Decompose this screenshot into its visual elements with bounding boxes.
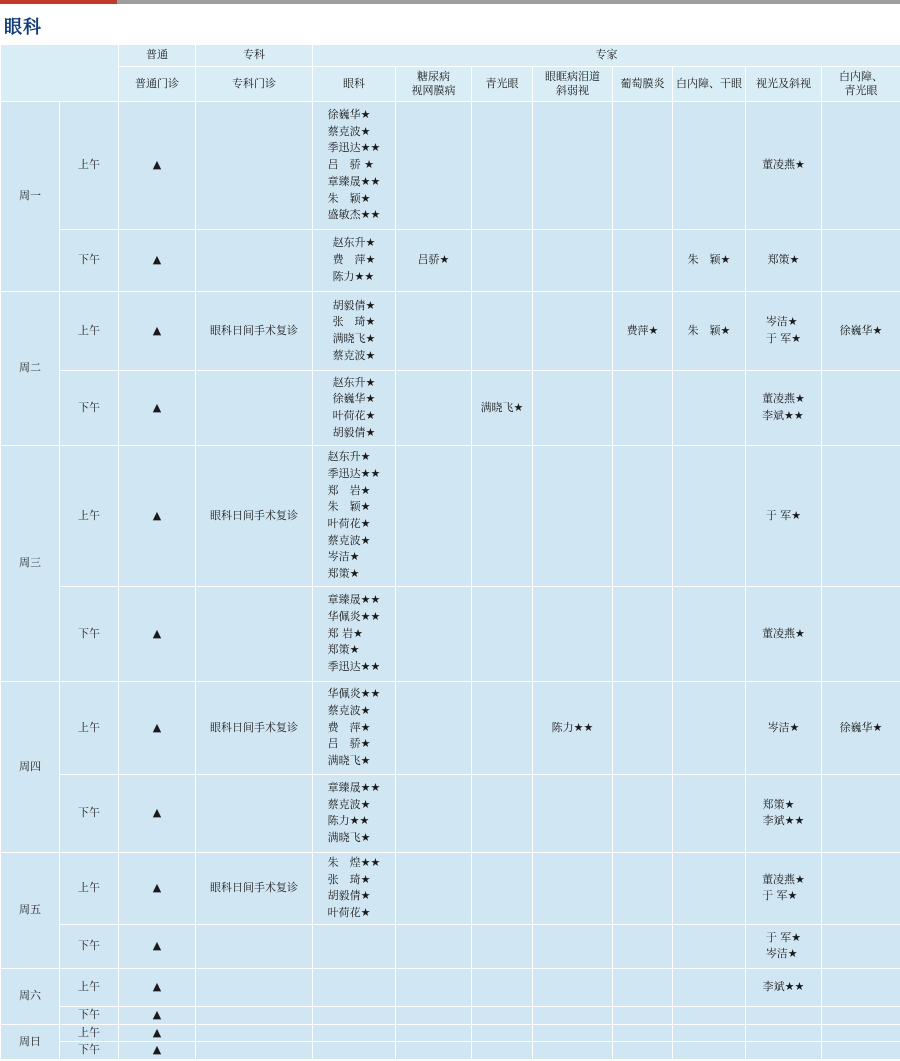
cat-glau-cell — [822, 925, 900, 969]
header-col-cataract-dry: 白内障、干眼 — [673, 67, 746, 102]
doctor-name: 满晓飞★ — [327, 754, 371, 768]
doctor-name: 费 萍★ — [327, 720, 371, 734]
eye-cell — [313, 1007, 396, 1025]
diabetic-cell — [396, 1024, 472, 1042]
doctor-list — [766, 508, 801, 525]
cat-glau-cell — [822, 1042, 900, 1060]
header-col-cat-glau-line1: 白内障、 — [839, 70, 883, 83]
cataract-dry-cell — [673, 682, 746, 775]
doctor-name: 章臻晟★★ — [327, 174, 381, 188]
period-label: 上午 — [60, 969, 119, 1007]
header-col-eye: 眼科 — [313, 67, 396, 102]
eye-cell — [313, 682, 396, 775]
doctor-list — [768, 720, 800, 737]
doctor-name: 赵东升★ — [332, 375, 376, 389]
diabetic-cell — [396, 230, 472, 292]
vision-cell — [746, 853, 822, 925]
doctor-name: 郑 岩★ — [327, 483, 371, 497]
doctor-name: 董凌燕★ — [762, 392, 805, 406]
cat-glau-cell — [822, 969, 900, 1007]
doctor-list — [763, 797, 805, 830]
vision-cell — [746, 446, 822, 587]
diabetic-cell — [396, 1042, 472, 1060]
day-label-wed: 周三 — [1, 446, 60, 682]
orbit-cell — [533, 1042, 613, 1060]
doctor-list — [552, 720, 594, 737]
header-col-orbit-line2: 斜弱视 — [556, 84, 589, 97]
eye-cell — [313, 292, 396, 371]
doctor-name: 盛敏杰★★ — [327, 208, 381, 222]
doctor-name: 赵东升★ — [332, 236, 376, 250]
doctor-list — [762, 157, 805, 174]
orbit-cell — [533, 682, 613, 775]
vision-cell — [746, 1007, 822, 1025]
uveitis-cell — [613, 446, 673, 587]
doctor-name: 岑洁★ — [767, 720, 800, 734]
header-col-orbit-line1: 眼眶病泪道 — [545, 70, 600, 83]
clinic-schedule-table — [0, 44, 900, 1060]
orbit-cell — [533, 292, 613, 371]
doctor-list — [333, 235, 376, 285]
doctor-name: 徐巍华★ — [332, 392, 376, 406]
vision-cell — [746, 292, 822, 371]
doctor-name: 郑 岩★ — [327, 626, 363, 640]
cat-glau-cell — [822, 230, 900, 292]
special-cell: 眼科日间手术复诊 — [196, 682, 313, 775]
orbit-cell — [533, 102, 613, 230]
orbit-cell — [533, 446, 613, 587]
doctor-name: 满晓飞★ — [327, 831, 371, 845]
vision-cell — [746, 775, 822, 853]
glaucoma-cell — [472, 102, 533, 230]
glaucoma-cell — [472, 1007, 533, 1025]
cataract-dry-cell — [673, 292, 746, 371]
uveitis-cell — [613, 925, 673, 969]
eye-cell — [313, 853, 396, 925]
doctor-name: 董凌燕★ — [762, 626, 805, 640]
doctor-name: 蔡克波★ — [327, 533, 371, 547]
doctor-name: 郑策★ — [767, 253, 800, 267]
doctor-name: 蔡克波★ — [327, 703, 371, 717]
cataract-dry-cell — [673, 371, 746, 446]
general-mark: ▲ — [119, 446, 196, 587]
special-cell — [196, 1042, 313, 1060]
orbit-cell — [533, 969, 613, 1007]
header-group-general: 普通 — [119, 45, 196, 67]
general-mark: ▲ — [119, 1024, 196, 1042]
eye-cell — [313, 102, 396, 230]
diabetic-cell — [396, 682, 472, 775]
day-label-sun: 周日 — [1, 1024, 60, 1059]
doctor-list — [328, 449, 381, 583]
eye-cell — [313, 446, 396, 587]
eye-cell — [313, 371, 396, 446]
diabetic-cell — [396, 925, 472, 969]
period-label: 上午 — [60, 102, 119, 230]
vision-cell — [746, 230, 822, 292]
general-mark: ▲ — [119, 969, 196, 1007]
general-mark: ▲ — [119, 587, 196, 682]
general-mark: ▲ — [119, 1007, 196, 1025]
period-label: 下午 — [60, 925, 119, 969]
cataract-dry-cell — [673, 775, 746, 853]
orbit-cell — [533, 1007, 613, 1025]
doctor-list — [762, 391, 805, 424]
general-mark: ▲ — [119, 925, 196, 969]
doctor-name: 李斌★★ — [762, 408, 804, 422]
cataract-dry-cell — [673, 853, 746, 925]
uveitis-cell — [613, 230, 673, 292]
cat-glau-cell — [822, 102, 900, 230]
doctor-name: 胡毅倩★ — [327, 889, 371, 903]
doctor-name: 陈力★★ — [551, 720, 594, 734]
period-label: 下午 — [60, 775, 119, 853]
special-cell — [196, 969, 313, 1007]
cat-glau-cell — [822, 1007, 900, 1025]
top-rule — [0, 0, 900, 4]
cat-glau-cell — [822, 853, 900, 925]
uveitis-cell — [613, 1007, 673, 1025]
header-col-special: 专科门诊 — [196, 67, 313, 102]
day-label-sat: 周六 — [1, 969, 60, 1025]
uveitis-cell — [613, 371, 673, 446]
orbit-cell — [533, 371, 613, 446]
doctor-name: 胡毅倩★ — [332, 298, 376, 312]
special-cell — [196, 230, 313, 292]
doctor-name: 朱 颖★ — [327, 191, 371, 205]
glaucoma-cell — [472, 925, 533, 969]
doctor-list — [418, 252, 450, 269]
doctor-name: 郑策★ — [327, 643, 360, 657]
glaucoma-cell — [472, 446, 533, 587]
doctor-list — [766, 314, 801, 347]
doctor-name: 季迅达★★ — [327, 660, 381, 674]
orbit-cell — [533, 853, 613, 925]
general-mark: ▲ — [119, 1042, 196, 1060]
diabetic-cell — [396, 853, 472, 925]
glaucoma-cell — [472, 853, 533, 925]
diabetic-cell — [396, 446, 472, 587]
diabetic-cell — [396, 969, 472, 1007]
doctor-list — [762, 626, 805, 643]
doctor-name: 陈力★★ — [332, 269, 375, 283]
doctor-name: 费萍★ — [626, 323, 659, 337]
eye-cell — [313, 230, 396, 292]
eye-cell — [313, 1042, 396, 1060]
doctor-name: 于 军★ — [765, 930, 802, 944]
period-label: 下午 — [60, 371, 119, 446]
doctor-list — [763, 979, 805, 996]
uveitis-cell — [613, 102, 673, 230]
doctor-list — [840, 323, 883, 340]
diabetic-cell — [396, 1007, 472, 1025]
doctor-name: 满晓飞★ — [480, 400, 524, 414]
header-col-cat-glau-line2: 青光眼 — [844, 84, 878, 97]
doctor-name: 朱 颖★ — [687, 253, 731, 267]
doctor-name: 岑洁★ — [765, 947, 798, 961]
doctor-list — [688, 323, 731, 340]
glaucoma-cell — [472, 969, 533, 1007]
vision-cell — [746, 925, 822, 969]
page-title: 眼科 — [4, 17, 42, 38]
period-label: 上午 — [60, 682, 119, 775]
doctor-name: 徐巍华★ — [839, 720, 883, 734]
cat-glau-cell — [822, 775, 900, 853]
diabetic-cell — [396, 371, 472, 446]
glaucoma-cell — [472, 292, 533, 371]
doctor-list — [766, 930, 801, 963]
diabetic-cell — [396, 775, 472, 853]
glaucoma-cell — [472, 1042, 533, 1060]
period-label: 下午 — [60, 1007, 119, 1025]
header-col-glaucoma: 青光眼 — [472, 67, 533, 102]
general-mark: ▲ — [119, 853, 196, 925]
doctor-list — [333, 298, 376, 365]
header-col-diabetic-line2: 视网膜病 — [411, 84, 456, 97]
orbit-cell — [533, 1024, 613, 1042]
top-rule-accent — [0, 0, 117, 4]
doctor-name: 于 军★ — [762, 889, 798, 903]
doctor-name: 李斌★★ — [762, 814, 805, 828]
period-label: 上午 — [60, 1024, 119, 1042]
doctor-name: 章臻晟★★ — [327, 593, 381, 607]
special-cell: 眼科日间手术复诊 — [196, 446, 313, 587]
uveitis-cell — [613, 969, 673, 1007]
glaucoma-cell — [472, 371, 533, 446]
doctor-name: 季迅达★★ — [327, 141, 381, 155]
special-cell — [196, 587, 313, 682]
eye-cell — [313, 1024, 396, 1042]
doctor-name: 叶荷花★ — [327, 516, 371, 530]
doctor-name: 华佩炎★★ — [327, 687, 381, 701]
cataract-dry-cell — [673, 925, 746, 969]
cat-glau-cell — [822, 682, 900, 775]
glaucoma-cell — [472, 1024, 533, 1042]
doctor-list — [840, 720, 883, 737]
doctor-name: 吕 骄 ★ — [327, 158, 374, 172]
header-col-uveitis: 葡萄膜炎 — [613, 67, 673, 102]
special-cell — [196, 1024, 313, 1042]
diabetic-cell — [396, 102, 472, 230]
general-mark: ▲ — [119, 371, 196, 446]
uveitis-cell — [613, 292, 673, 371]
orbit-cell — [533, 775, 613, 853]
day-label-fri: 周五 — [1, 853, 60, 969]
cat-glau-cell — [822, 587, 900, 682]
doctor-list — [328, 780, 381, 847]
header-col-cat-glau — [822, 67, 900, 102]
glaucoma-cell — [472, 230, 533, 292]
doctor-name: 陈力★★ — [327, 814, 370, 828]
eye-cell — [313, 775, 396, 853]
diabetic-cell — [396, 292, 472, 371]
cataract-dry-cell — [673, 1024, 746, 1042]
general-mark: ▲ — [119, 775, 196, 853]
doctor-name: 郑策★ — [762, 797, 795, 811]
vision-cell — [746, 587, 822, 682]
period-label: 上午 — [60, 292, 119, 371]
doctor-name: 叶荷花★ — [327, 906, 371, 920]
eye-cell — [313, 969, 396, 1007]
header-group-special: 专科 — [196, 45, 313, 67]
doctor-name: 董凌燕★ — [762, 158, 805, 172]
cataract-dry-cell — [673, 587, 746, 682]
doctor-name: 华佩炎★★ — [327, 609, 381, 623]
diabetic-cell — [396, 587, 472, 682]
vision-cell — [746, 1042, 822, 1060]
cat-glau-cell — [822, 446, 900, 587]
eye-cell — [313, 587, 396, 682]
glaucoma-cell — [472, 587, 533, 682]
general-mark: ▲ — [119, 230, 196, 292]
special-cell: 眼科日间手术复诊 — [196, 292, 313, 371]
doctor-name: 赵东升★ — [327, 450, 371, 464]
special-cell — [196, 925, 313, 969]
uveitis-cell — [613, 587, 673, 682]
eye-cell — [313, 925, 396, 969]
header-col-vision: 视光及斜视 — [746, 67, 822, 102]
header-group-expert: 专家 — [313, 45, 900, 67]
doctor-name: 郑策★ — [327, 567, 360, 581]
header-corner — [1, 45, 119, 102]
doctor-name: 岑洁★ — [765, 315, 798, 329]
period-label: 下午 — [60, 230, 119, 292]
vision-cell — [746, 371, 822, 446]
doctor-name: 张 琦★ — [327, 872, 371, 886]
doctor-name: 朱 颖★ — [687, 323, 731, 337]
doctor-list — [768, 252, 800, 269]
doctor-name: 于 军★ — [765, 508, 802, 522]
cataract-dry-cell — [673, 230, 746, 292]
uveitis-cell — [613, 775, 673, 853]
cat-glau-cell — [822, 1024, 900, 1042]
orbit-cell — [533, 925, 613, 969]
header-col-general: 普通门诊 — [119, 67, 196, 102]
day-label-mon: 周一 — [1, 102, 60, 292]
period-label: 上午 — [60, 446, 119, 587]
glaucoma-cell — [472, 682, 533, 775]
header-col-diabetic — [396, 67, 472, 102]
uveitis-cell — [613, 1042, 673, 1060]
doctor-list — [328, 855, 381, 922]
doctor-name: 季迅达★★ — [327, 466, 381, 480]
doctor-name: 徐巍华★ — [327, 108, 371, 122]
doctor-name: 董凌燕★ — [762, 872, 805, 886]
uveitis-cell — [613, 853, 673, 925]
vision-cell — [746, 682, 822, 775]
special-cell — [196, 102, 313, 230]
uveitis-cell — [613, 1024, 673, 1042]
doctor-name: 李斌★★ — [762, 980, 805, 994]
uveitis-cell — [613, 682, 673, 775]
day-label-tue: 周二 — [1, 292, 60, 446]
doctor-name: 叶荷花★ — [332, 408, 376, 422]
doctor-list — [333, 375, 376, 442]
vision-cell — [746, 1024, 822, 1042]
general-mark: ▲ — [119, 292, 196, 371]
doctor-list — [627, 323, 659, 340]
special-cell — [196, 1007, 313, 1025]
cataract-dry-cell — [673, 446, 746, 587]
doctor-name: 徐巍华★ — [839, 323, 883, 337]
doctor-name: 蔡克波★ — [332, 348, 376, 362]
cataract-dry-cell — [673, 1007, 746, 1025]
doctor-name: 吕骄★ — [417, 253, 450, 267]
special-cell — [196, 775, 313, 853]
orbit-cell — [533, 230, 613, 292]
doctor-list — [688, 252, 731, 269]
doctor-list — [328, 107, 381, 224]
doctor-name: 张 琦★ — [332, 315, 376, 329]
cat-glau-cell — [822, 292, 900, 371]
doctor-name: 满晓飞★ — [332, 331, 376, 345]
doctor-list — [328, 686, 381, 769]
doctor-name: 费 萍★ — [332, 253, 376, 267]
orbit-cell — [533, 587, 613, 682]
doctor-name: 蔡克波★ — [327, 797, 371, 811]
doctor-list — [481, 400, 524, 417]
cataract-dry-cell — [673, 969, 746, 1007]
doctor-list — [328, 592, 381, 675]
general-mark: ▲ — [119, 102, 196, 230]
cat-glau-cell — [822, 371, 900, 446]
doctor-name: 蔡克波★ — [327, 124, 371, 138]
vision-cell — [746, 969, 822, 1007]
special-cell: 眼科日间手术复诊 — [196, 853, 313, 925]
doctor-name: 于 军★ — [765, 331, 802, 345]
header-col-diabetic-line1: 糖尿病 — [417, 70, 450, 83]
glaucoma-cell — [472, 775, 533, 853]
doctor-name: 朱 煌★★ — [327, 856, 381, 870]
doctor-name: 岑洁★ — [327, 550, 360, 564]
cataract-dry-cell — [673, 1042, 746, 1060]
doctor-list — [762, 872, 805, 905]
doctor-name: 吕 骄★ — [327, 737, 371, 751]
special-cell — [196, 371, 313, 446]
general-mark: ▲ — [119, 682, 196, 775]
doctor-name: 章臻晟★★ — [327, 781, 381, 795]
doctor-name: 朱 颖★ — [327, 500, 371, 514]
header-col-orbit — [533, 67, 613, 102]
doctor-name: 胡毅倩★ — [332, 425, 376, 439]
cataract-dry-cell — [673, 102, 746, 230]
period-label: 下午 — [60, 587, 119, 682]
period-label: 下午 — [60, 1042, 119, 1060]
day-label-thu: 周四 — [1, 682, 60, 853]
vision-cell — [746, 102, 822, 230]
period-label: 上午 — [60, 853, 119, 925]
